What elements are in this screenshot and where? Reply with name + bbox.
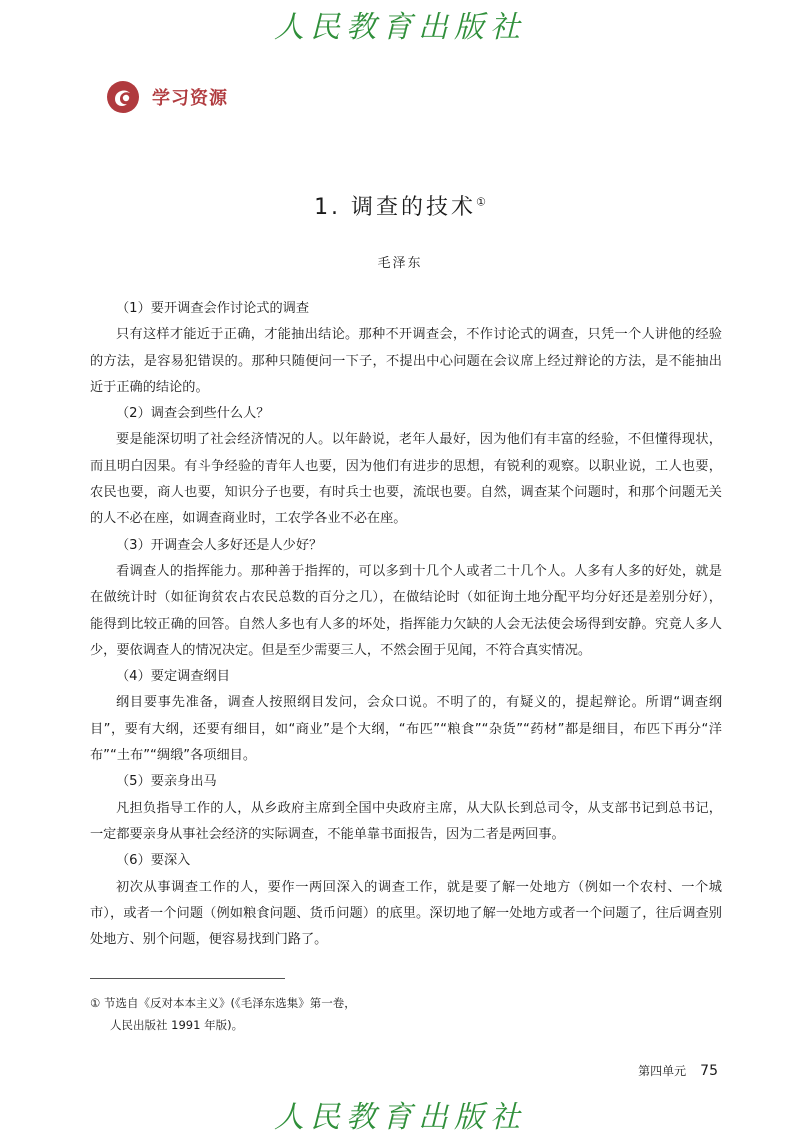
- learning-resource-icon: [106, 80, 140, 114]
- title-footnote-mark: ①: [476, 195, 486, 209]
- page-footer: [638, 1062, 718, 1079]
- article-author: 毛泽东: [377, 256, 423, 271]
- paragraph: 纲目要事先准备，调查人按照纲目发问，会众口说。不明了的，有疑义的，提起辩论。所谓“调查纲目”，要有大纲，还要有细目，如“商业”是个大纲，“布匹”“粮食”“杂货”“药材”都是细目，布匹下再分“洋布”“土布”“绸缎”各项细目。: [90, 695, 722, 764]
- paragraph: 只有这样才能近于正确，才能抽出结论。那种不开调查会，不作讨论式的调查，只凭一个人讲他的经验的方法，是容易犯错误的。那种只随便问一下子，不提出中心问题在会议席上经过辩论的方法，是不能抽出近于正确的结论的。: [90, 327, 722, 395]
- paragraph: 凡担负指导工作的人，从乡政府主席到全国中央政府主席，从大队长到总司令，从支部书记到总书记，一定都要亲身从事社会经济的实际调查，不能单靠书面报告，因为二者是两回事。: [90, 800, 722, 842]
- publisher-watermark-bottom: 人民教育出版社: [274, 1100, 526, 1135]
- section-badge: [106, 80, 228, 114]
- paragraph: 初次从事调查工作的人，要作一两回深入的调查工作，就是要了解一处地方（例如一个农村、一个城市），或者一个问题（例如粮食问题、货币问题）的底里。深切地了解一处地方或者一个问题了，往后调查别处地方、别个问题，便容易找到门路了。: [90, 879, 722, 948]
- publisher-watermark-top: 人民教育出版社: [274, 10, 526, 45]
- article-title-text: 1. 调查的技术: [314, 195, 477, 220]
- article-title: [0, 190, 800, 221]
- unit-label: 第四单元: [638, 1064, 687, 1078]
- footnote-divider: [90, 978, 285, 979]
- footnote-line-2: 人民出版社 1991 年版)。: [110, 1018, 244, 1032]
- footnote: [90, 992, 430, 1036]
- subheading: （6）要深入: [116, 853, 191, 869]
- paragraph: 要是能深切明了社会经济情况的人。以年龄说，老年人最好，因为他们有丰富的经验，不但懂得现状，而且明白因果。有斗争经验的青年人也要，因为他们有进步的思想，有锐利的观察。以职业说，工人也要，农民也要，商人也要，知识分子也要，有时兵士也要，流氓也要。自然，调查某个问题时，和那个问题无关的人不必在座，如调查商业时，工农学各业不必在座。: [90, 432, 722, 527]
- footnote-line-1: ① 节选自《反对本本主义》(《毛泽东选集》第一卷，: [90, 996, 356, 1010]
- subheading: （4）要定调查纲目: [116, 669, 230, 685]
- page-number: 75: [700, 1063, 718, 1079]
- subheading: （3）开调查会人多好还是人少好？: [116, 537, 323, 553]
- section-label: 学习资源: [152, 88, 228, 109]
- article-body: [90, 296, 722, 953]
- paragraph: 看调查人的指挥能力。那种善于指挥的，可以多到十几个人或者二十几个人。人多有人多的好处，就是在做统计时（如征询贫农占农民总数的百分之几），在做结论时（如征询土地分配平均分好还是差别分好），能得到比较正确的回答。自然人多也有人多的坏处，指挥能力欠缺的人会无法使会场得到安静。究竟人多人少，要依调查人的情况决定。但是至少需要三人，不然会囿于见闻，不符合真实情况。: [90, 563, 722, 658]
- subheading: （2）调查会到些什么人？: [116, 406, 270, 422]
- subheading: （5）要亲身出马: [116, 774, 217, 790]
- subheading: （1）要开调查会作讨论式的调查: [116, 301, 310, 316]
